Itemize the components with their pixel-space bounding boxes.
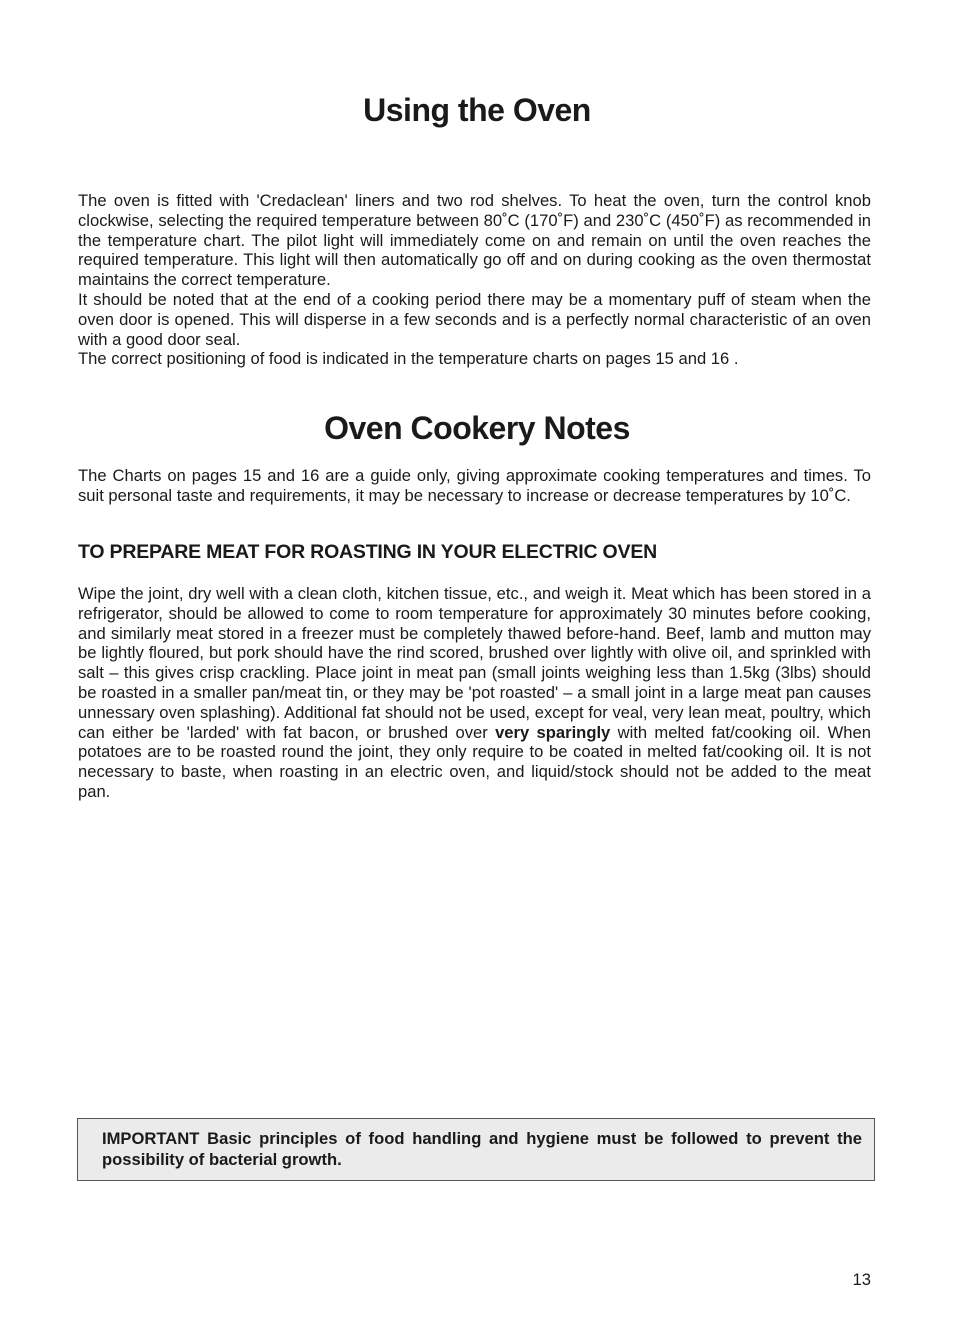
important-notice-text: IMPORTANT Basic principles of food handling and hygiene must be followed to prevent the possibility of bacterial growth. <box>102 1129 862 1169</box>
roasting-emphasis: very sparingly <box>495 722 611 742</box>
page-number: 13 <box>852 1270 871 1289</box>
oven-heating-paragraph: The oven is fitted with 'Credaclean' liners and two rod shelves. To heat the oven, turn the control knob clockwise, selecting the required temperature between 80˚C (170˚F) and 230˚C (450˚F) as recommended in the temperature chart. The pilot light will immediately come on and remain on until the oven reaches the required temperature. This light will then automatically go off and on during cooking as the oven thermostat maintains the correct temperature. <box>78 191 871 290</box>
section-title-oven-cookery-notes: Oven Cookery Notes <box>324 410 630 446</box>
roasting-heading: TO PREPARE MEAT FOR ROASTING IN YOUR ELECTRIC OVEN <box>78 541 658 563</box>
steam-note-paragraph: It should be noted that at the end of a cooking period there may be a momentary puff of steam when the oven door is opened. This will disperse in a few seconds and is a perfectly normal characteristic of an oven with a good door seal. <box>78 289 871 349</box>
using-oven-body <box>78 191 871 369</box>
food-positioning-paragraph: The correct positioning of food is indicated in the temperature charts on pages 15 and 16 . <box>78 349 739 369</box>
roasting-instructions <box>78 584 871 802</box>
roasting-text-part-2: with melted fat/cooking oil. When potatoes are to be roasted round the joint, they only require to be coated in melted fat/cooking oil. It is not necessary to baste, when roasting in an electric oven, and liquid/stock should not be added to the meat pan. <box>78 722 871 801</box>
important-notice-box <box>77 1118 875 1181</box>
section-title-using-the-oven: Using the Oven <box>363 92 591 128</box>
cookery-notes-intro: The Charts on pages 15 and 16 are a guide only, giving approximate cooking temperatures and times. To suit personal taste and requirements, it may be necessary to increase or decrease temperatures by 10˚C. <box>78 466 871 505</box>
roasting-text-part-1: Wipe the joint, dry well with a clean cloth, kitchen tissue, etc., and weigh it. Meat which has been stored in a refrigerator, should be allowed to come to room temperature for approximately 30 minutes before cooking, and similarly meat stored in a freezer must be completely thawed before-hand. Beef, lamb and mutton may be lightly floured, but pork should have the rind scored, brushed over lightly with olive oil, and sprinkled with salt – this gives crisp crackling. Place joint in meat pan (small joints weighing less than 1.5kg (3lbs) should be roasted in a smaller pan/meat tin, or they may be 'pot roasted' – a small joint in a large meat pan causes unnessary oven splashing). Additional fat should not be used, except for veal, very lean meat, poultry, which can either be 'larded' with fat bacon, or brushed over <box>78 584 871 742</box>
